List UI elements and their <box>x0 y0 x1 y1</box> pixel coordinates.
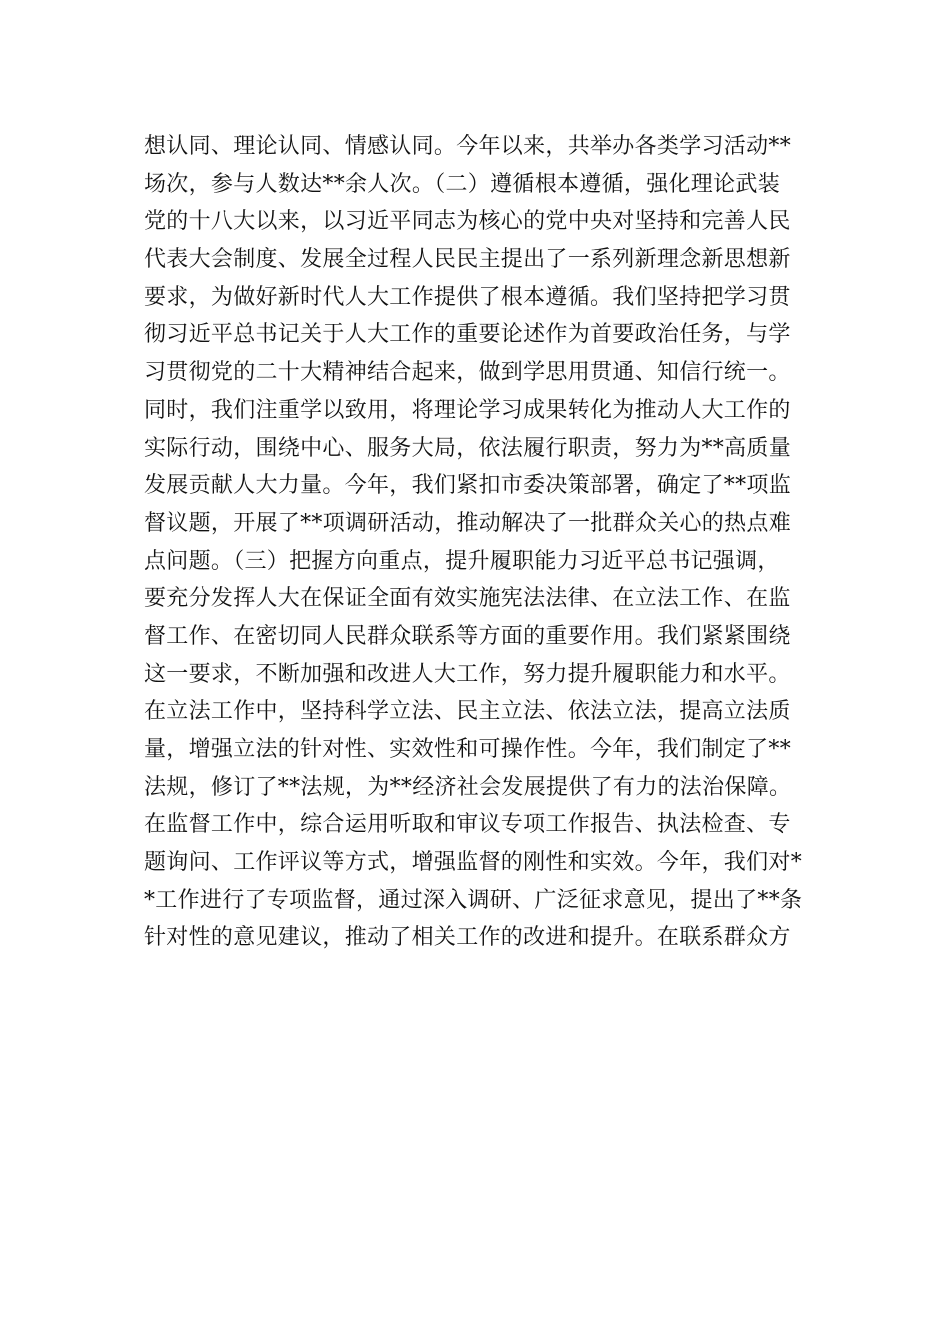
text-line: 彻习近平总书记关于人大工作的重要论述作为首要政治任务，与学 <box>144 322 791 348</box>
text-line: 想认同、理论认同、情感认同。今年以来，共举办各类学习活动** <box>144 134 792 159</box>
text-line: 党的十八大以来，以习近平同志为核心的党中央对坚持和完善人民 <box>144 209 791 235</box>
text-line: 场次，参与人数达**余人次。（二）遵循根本遵循，强化理论武装 <box>144 171 781 197</box>
text-line: 同时，我们注重学以致用，将理论学习成果转化为推动人大工作的 <box>144 397 791 423</box>
text-line: 要求，为做好新时代人大工作提供了根本遵循。我们坚持把学习贯 <box>144 284 791 310</box>
text-line: 在监督工作中，综合运用听取和审议专项工作报告、执法检查、专 <box>144 812 791 838</box>
text-line: 代表大会制度、发展全过程人民民主提出了一系列新理念新思想新 <box>144 247 791 273</box>
text-line: 点问题。（三）把握方向重点，提升履职能力习近平总书记强调， <box>144 548 780 574</box>
text-line: 在立法工作中，坚持科学立法、民主立法、依法立法，提高立法质 <box>144 699 791 725</box>
text-line: 实际行动，围绕中心、服务大局，依法履行职责，努力为**高质量 <box>144 435 792 461</box>
text-line: 督工作、在密切同人民群众联系等方面的重要作用。我们紧紧围绕 <box>144 623 791 649</box>
text-line: *工作进行了专项监督，通过深入调研、广泛征求意见，提出了**条 <box>144 887 803 913</box>
text-line: 量，增强立法的针对性、实效性和可操作性。今年，我们制定了** <box>144 737 792 762</box>
text-line: 督议题，开展了**项调研活动，推动解决了一批群众关心的热点难 <box>144 510 792 536</box>
text-line: 针对性的意见建议，推动了相关工作的改进和提升。在联系群众方 <box>144 925 791 951</box>
text-line: 法规，修订了**法规，为**经济社会发展提供了有力的法治保障。 <box>144 774 792 800</box>
text-line: 发展贡献人大力量。今年，我们紧扣市委决策部署，确定了**项监 <box>144 473 792 499</box>
text-line: 这一要求，不断加强和改进人大工作，努力提升履职能力和水平。 <box>144 661 791 687</box>
text-line: 要充分发挥人大在保证全面有效实施宪法法律、在立法工作、在监 <box>144 586 791 612</box>
text-line: 习贯彻党的二十大精神结合起来，做到学思用贯通、知信行统一。 <box>144 360 791 386</box>
body-text <box>144 128 814 957</box>
text-line: 题询问、工作评议等方式，增强监督的刚性和实效。今年，我们对* <box>144 850 803 876</box>
